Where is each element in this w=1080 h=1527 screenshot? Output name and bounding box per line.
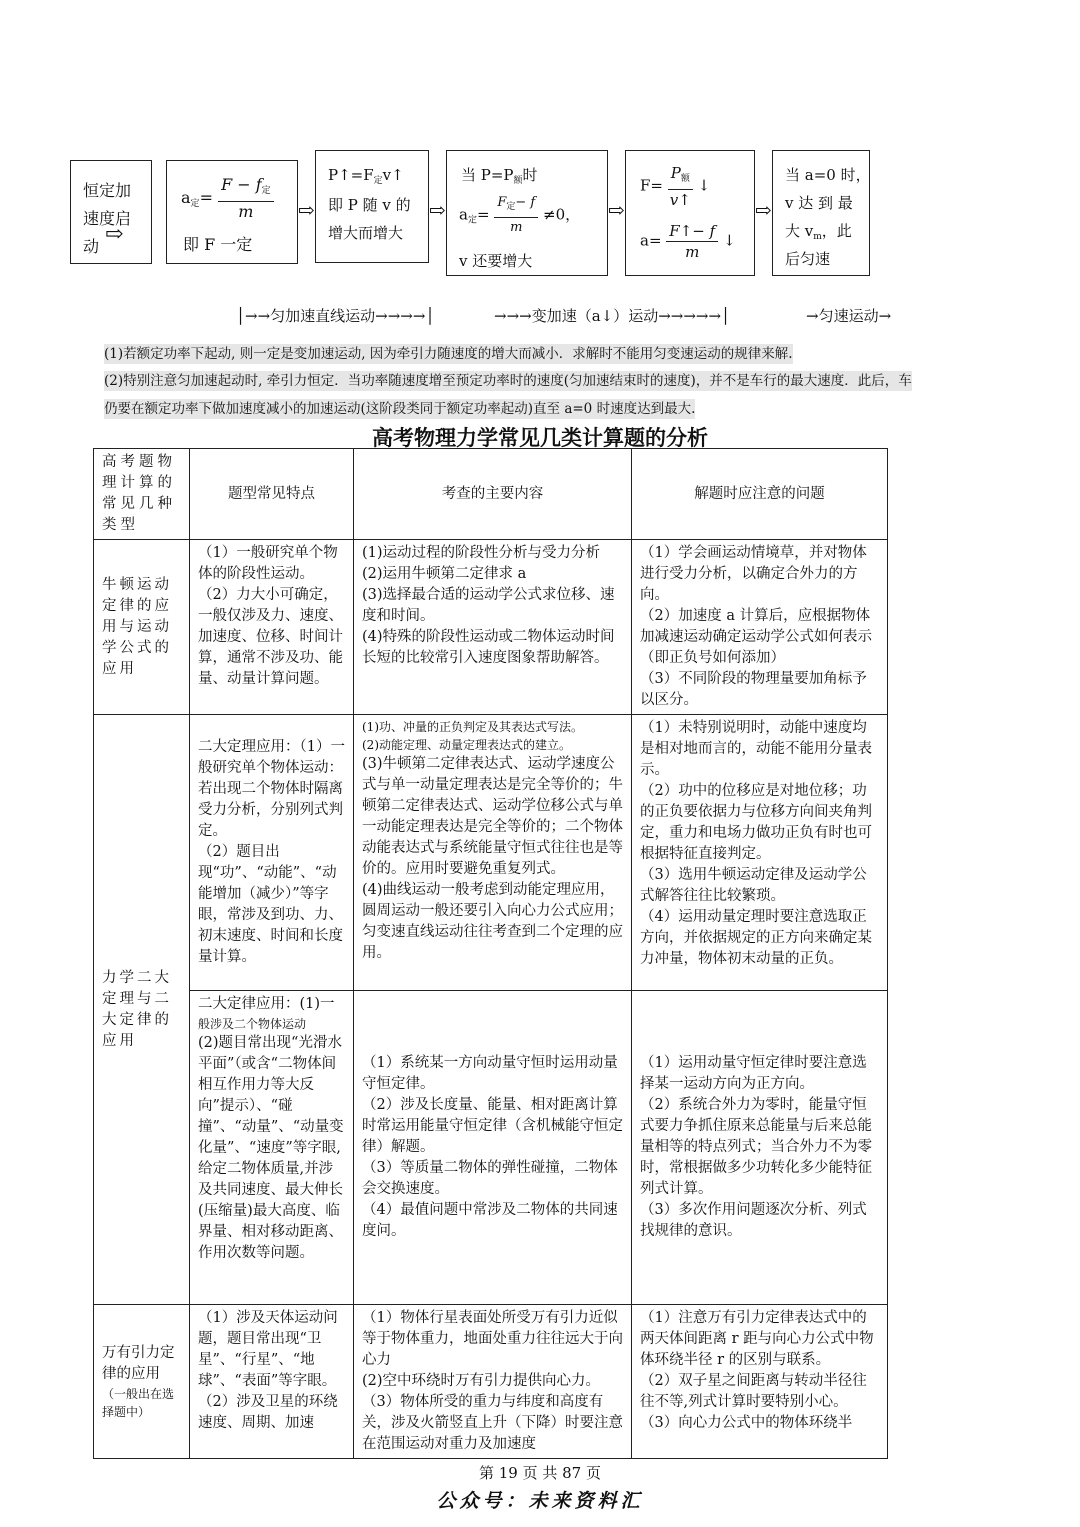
row3-features-small: 般涉及二个物体运动 [198,1017,307,1031]
power-formula-b: v↑ [382,166,404,184]
numerator-end: − f [515,195,536,210]
brand-watermark: 公众号：未来资料汇 [436,1490,644,1512]
header-content: 考查的主要内容 [354,449,632,540]
numerator-sub: 定 [506,202,516,212]
row4-notes: （1）注意万有引力定律表达式中的两天体间距离 r 距与向心力公式中物体环绕半径 r 的区别与联系。 （2）双子星之间距离与转动半径往往不等,列式计算时要特别小心。 （3）向心力公式中的物体环绕半 [632,1305,888,1459]
row1-type: 牛顿运动定律的应用与运动学公式的应用 [94,540,190,715]
row2-type: 力学二大定理与二大定律的应用 [94,715,190,1305]
down-arrow-icon: ↓ [697,176,711,195]
fraction [668,163,693,210]
denominator: m [238,202,254,221]
row3-features-cell [190,991,354,1305]
double-arrow-icon: ⇨ [298,198,315,222]
flow-box-power-increase [315,150,429,263]
note-3: 仍要在额定功率下做加速度减小的加速运动(这阶段类同于额定功率起动)直至 a=0 时速度达到最大. [104,401,696,417]
table-row [94,991,888,1305]
rated-power-formula [459,193,580,238]
stage-uniform-speed: →匀速运动→ [806,307,892,325]
stage-uniform-accel: │→→匀加速直线运动→→→→│ [236,307,435,325]
table-header-row [94,449,888,540]
rated-power-text: 当 P=P [461,166,514,184]
row2-content-cell [354,715,632,991]
row2-notes: （1）未特别说明时，动能中速度均是相对地而言的，动能不能用分量表示。 （2）功中的位移应是对地位移；功的正负要依据力与位移方向间夹角判定，重力和电场力做功正负有时也可根据特征直接判定。 （3）选用牛顿运动定律及运动学公式解答往往比较繁琐。 （4）运用动量定理时要注意选取正方向，并依据规定的正方向来确定某力冲量，物体初末动量的正负。 [632,715,888,991]
flow-box-constant-force-line2: 即 F 一定 [183,235,253,254]
eq-sign: = [199,188,213,207]
flow-box-constant-force [166,160,298,264]
a-sub: 定 [467,215,477,226]
numerator: F [497,195,507,210]
numerator: P [670,164,681,182]
row4-type: 万有引力定律的应用 [102,1344,175,1382]
row1-features: （1）一般研究单个物体的阶段性运动。 （2）力大小可确定，一般仅涉及力、速度、加速度、位移、时间计算，通常不涉及功、能量、动量计算问题。 [190,540,354,715]
max-speed-line2: v 达 到 最 [785,194,853,212]
flow-box-decreasing-accel [625,150,755,276]
numerator: F↑− f [666,221,718,242]
row2-content: (3)牛顿第二定律表达式、运动学速度公式与单一动量定理表达是完全等价的；牛顿第二定律表达式、运动学位移公式与单一动能定理表达是完全等价的；二个物体动能表达式与系统能量守恒式往往也是等价的。应用时要避免重复列式。 (4)曲线运动一般考虑到动能定理应用，圆周运动一般还要引入向心力公式应用；匀变速直线运动往往考查到二个定理的应用。 [362,756,623,961]
note-1: (1)若额定功率下起动, 则一定是变加速运动, 因为牵引力随速度的增大而减小．求解时不能用匀变速运动的规律来解. [104,346,793,362]
double-arrow-icon: ⇨ [755,198,772,222]
numerator-sub: 额 [680,174,690,184]
f-label: F= [640,176,663,195]
table-row [94,540,888,715]
denominator: m [510,220,523,235]
power-formula-sub: 定 [373,176,383,186]
table-row [94,715,888,991]
rated-power-sub: 额 [513,176,523,186]
header-features: 题型常见特点 [190,449,354,540]
analysis-table [93,448,888,1459]
row3-notes: （1）运用动量守恒定律时要注意选择某一运动方向为正方向。 （2）系统合外力为零时，能量守恒式要力争抓住原来总能量与后来总能量相等的特点列式；当合外力不为零时，常根据做多少功转化多少能特征列式计算。 （3）多次作用问题逐次分析、列式找规律的意识。 [632,991,888,1305]
fraction [666,221,718,262]
max-speed-line4: 后匀速 [785,250,831,268]
page-title: 高考物理力学常见几类计算题的分析 [372,425,708,450]
row3-content: （1）系统某一方向动量守恒时运用动量守恒定律。 （2）涉及长度量、能量、相对距离计算时常运用能量守恒定律（含机械能守恒定律）解题。 （3）等质量二物体的弹性碰撞，二物体会交换速度。 （4）最值问题中常涉及二物体的共同速度问。 [354,991,632,1305]
power-formula [328,161,404,195]
flow-box-start-line2: 速度启 [83,209,132,228]
rated-power-end: 时 [522,166,538,184]
flow-box-power-line2: 即 P 随 v 的 [328,196,411,214]
double-arrow-icon: ⇨ [429,198,446,222]
double-arrow-icon: ⇨ [105,222,124,247]
stage-variable-accel: →→→变加速（a↓）运动→→→→→│ [494,307,731,325]
flow-box-start [70,160,152,264]
accel-formula [640,221,736,262]
not-equal-zero: ≠0， [543,205,581,224]
row4-type-small: （一般出在选择题中） [102,1386,175,1419]
row4-features: （1）涉及天体运动问题，题目常出现“卫星”、“行星”、“地球”、“表面”等字眼。 （2）涉及卫星的环绕速度、周期、加速 [190,1305,354,1459]
down-arrow-icon: ↓ [722,231,736,250]
row2-features: 二大定理应用：（1）一般研究单个物体运动：若出现二个物体时隔离受力分析，分别列式判定。 （2）题目出现“功”、“动能”、“动能增加（减少）”等字眼，常涉及到功、力、初末速度、时间和长度量计算。 [190,715,354,991]
row3-features-head: 二大定律应用：(1)一 [198,996,335,1012]
double-arrow-icon: ⇨ [608,198,625,222]
a-label: a [181,188,191,207]
rated-power-line3: v 还要增大 [459,252,533,270]
max-speed-text: 大 v [785,222,814,240]
denominator: m [685,243,700,261]
flow-box-start-line1: 恒定加 [83,181,132,200]
row1-content: (1)运动过程的阶段性分析与受力分析 (2)运用牛顿第二定律求 a (3)选择最合适的运动学公式求位移、速度和时间。 (4)特殊的阶段性运动或二物体运动时间长短的比较常引入速度图象帮助解答。 [354,540,632,715]
denominator: v↑ [669,191,691,209]
rated-power-line1 [461,161,538,195]
fraction [494,193,538,238]
max-speed-line1: 当 a=0 时， [785,166,871,184]
header-notes: 解题时应注意的问题 [632,449,888,540]
table-row [94,1305,888,1459]
power-formula-a: P↑=F [328,166,374,184]
force-formula [640,163,710,210]
eq-sign: = [476,205,490,224]
numerator-sub: 定 [261,186,271,196]
formula-a-constant [181,175,274,222]
numerator: F − f [221,175,262,194]
a-sub: 定 [190,199,200,209]
a-label: a [459,205,468,224]
max-speed-end: ，此 [821,222,852,240]
max-speed-sub: m [813,232,822,242]
row4-type-cell [94,1305,190,1459]
row1-notes: （1）学会画运动情境草，并对物体进行受力分析，以确定合外力的方向。 （2）加速度 a 计算后，应根据物体加减速运动确定运动学公式如何表示（即正负号如何添加） （3）不同阶段的物理量要加角标予以区分。 [632,540,888,715]
a-label: a= [640,231,662,250]
row2-content-small: (1)功、冲量的正负判定及其表达式写法。 (2)动能定理、动量定理表达式的建立。 [362,720,583,752]
flow-box-max-speed [772,150,870,276]
fraction [218,175,274,222]
flow-box-rated-power [446,150,608,276]
flow-box-start-line3: 动 [83,237,100,256]
header-type: 高考题物理计算的常见几种类型 [94,449,190,540]
page-footer: 第 19 页 共 87 页 [478,1464,601,1482]
row3-features: (2)题目常出现“光滑水平面”（或含“二物体间相互作用力等大反向”提示）、“碰撞”、“动量”、“动量变化量”、“速度”等字眼,给定二物体质量,并涉及共同速度、最大伸长(压缩量)最大高度、临界量、相对移动距离、作用次数等问题。 [198,1035,344,1261]
note-2: (2)特别注意匀加速起动时, 牵引力恒定．当功率随速度增至预定功率时的速度(匀加速结束时的速度)，并不是车行的最大速度．此后，车 [104,373,912,389]
row4-content: （1）物体行星表面处所受万有引力近似等于物体重力，地面处重力往往远大于向心力 (2)空中环绕时万有引力提供向心力。 （3）物体所受的重力与纬度和高度有关，涉及火箭竖直上升（下降）时要注意在范围运动对重力及加速度 [354,1305,632,1459]
flow-box-power-line3: 增大而增大 [328,224,404,242]
